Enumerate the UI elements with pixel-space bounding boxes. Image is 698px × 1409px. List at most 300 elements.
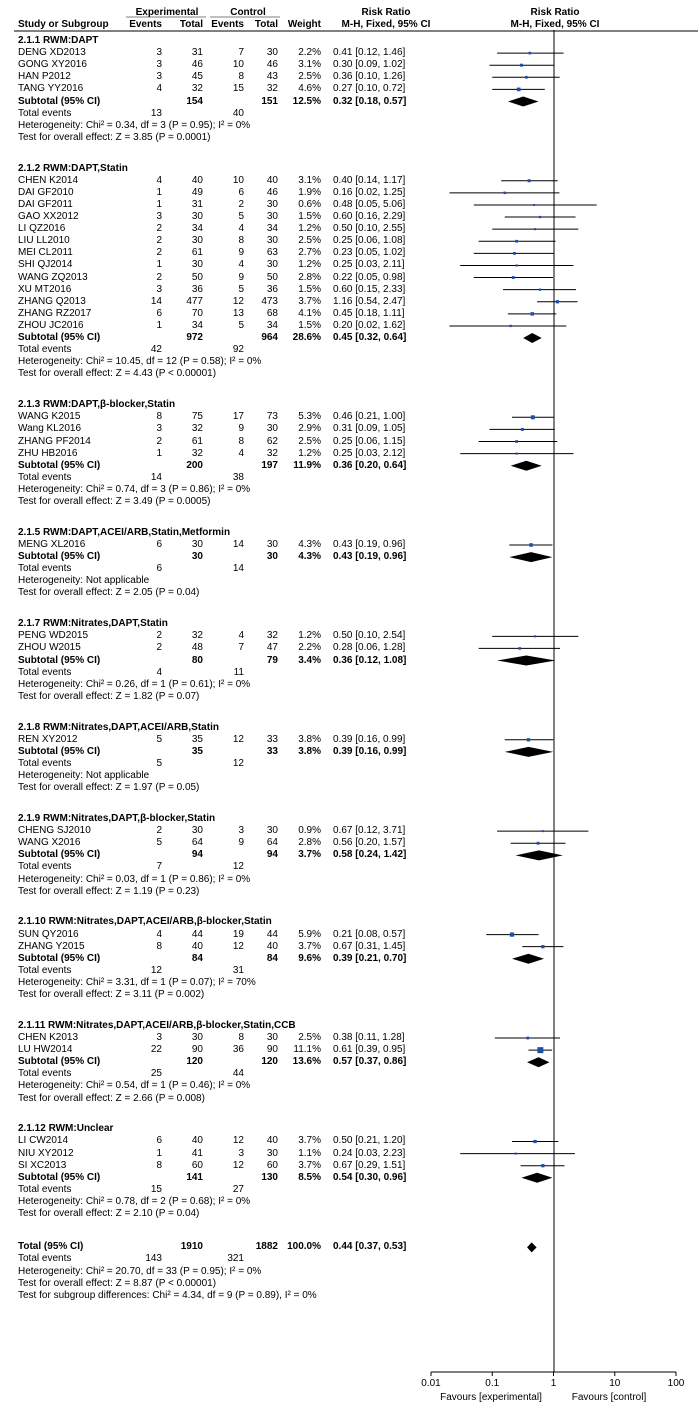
study-2-2-events-control: 8 — [238, 435, 244, 447]
study-9-1-events-experimental: 1 — [156, 1147, 162, 1159]
study-4-1-total-experimental: 48 — [191, 642, 203, 654]
study-1-4-total-experimental: 34 — [191, 223, 203, 235]
total-events-experimental-2: 14 — [150, 471, 162, 483]
point-estimate-1-2 — [533, 204, 535, 206]
study-name-1-11: ZHANG RZ2017 — [18, 307, 92, 319]
point-estimate-8-0 — [526, 1037, 529, 1040]
point-estimate-9-2 — [541, 1164, 544, 1167]
study-1-1-ci: 0.16 [0.02, 1.25] — [333, 186, 406, 198]
study-3-0-events-control: 14 — [232, 538, 244, 550]
study-2-2-total-control: 62 — [266, 435, 278, 447]
study-9-0-ci: 0.50 [0.21, 1.20] — [333, 1135, 406, 1147]
subtotal-1-total-experimental: 972 — [186, 332, 203, 344]
study-1-7-total-experimental: 30 — [191, 259, 203, 271]
point-estimate-2-2 — [515, 440, 518, 443]
study-1-7-weight: 1.2% — [298, 259, 321, 271]
study-name-8-0: CHEN K2013 — [18, 1032, 79, 1044]
study-6-0-total-experimental: 30 — [191, 825, 203, 837]
study-name-1-8: WANG ZQ2013 — [18, 271, 88, 283]
study-1-0-total-control: 40 — [266, 174, 278, 186]
study-9-0-events-experimental: 6 — [156, 1135, 162, 1147]
study-6-0-weight: 0.9% — [298, 825, 321, 837]
subtotal-5-ci: 0.39 [0.16, 0.99] — [333, 745, 407, 757]
study-3-0-events-experimental: 6 — [156, 538, 162, 550]
subtotal-9-weight: 8.5% — [298, 1171, 321, 1183]
subtotal-diamond-5 — [505, 747, 553, 757]
study-8-0-total-control: 30 — [266, 1032, 278, 1044]
study-1-7-events-control: 4 — [238, 259, 244, 271]
study-4-0-events-control: 4 — [238, 630, 244, 642]
total-events-control-0: 40 — [232, 107, 244, 119]
total-events-experimental-1: 42 — [150, 344, 162, 356]
study-9-2-total-control: 60 — [266, 1159, 278, 1171]
study-2-2-weight: 2.5% — [298, 435, 321, 447]
subtotal-3-total-experimental: 30 — [191, 551, 203, 563]
study-0-1-total-experimental: 46 — [191, 59, 203, 71]
study-9-2-weight: 3.7% — [298, 1159, 321, 1171]
total-ci: 0.44 [0.37, 0.53] — [333, 1241, 407, 1253]
point-estimate-2-1 — [521, 428, 524, 431]
study-1-8-events-experimental: 2 — [156, 271, 162, 283]
study-3-0-weight: 4.3% — [298, 538, 321, 550]
study-1-1-weight: 1.9% — [298, 186, 321, 198]
study-1-11-events-experimental: 6 — [156, 307, 162, 319]
study-1-3-events-control: 5 — [238, 211, 244, 223]
study-2-0-ci: 0.46 [0.21, 1.00] — [333, 411, 406, 423]
subtotal-diamond-6 — [516, 850, 563, 860]
total-events-label-3: Total events — [18, 563, 72, 575]
study-name-1-10: ZHANG Q2013 — [18, 295, 86, 307]
heterogeneity-9: Heterogeneity: Chi² = 0.78, df = 2 (P = 0.68); I² = 0% — [18, 1195, 251, 1207]
subgroup-title-7: 2.1.10 RWM:Nitrates,DAPT,ACEI/ARB,β-blocker,Statin — [18, 916, 272, 928]
subtotal-label-4: Subtotal (95% CI) — [18, 654, 101, 666]
study-4-0-total-control: 32 — [266, 630, 278, 642]
subtotal-label-2: Subtotal (95% CI) — [18, 459, 101, 471]
study-2-2-ci: 0.25 [0.06, 1.15] — [333, 435, 406, 447]
point-estimate-4-1 — [518, 647, 521, 650]
study-name-1-4: LI QZ2016 — [18, 223, 66, 235]
study-2-2-events-experimental: 2 — [156, 435, 162, 447]
subtotal-9-total-control: 130 — [261, 1171, 278, 1183]
study-6-1-ci: 0.56 [0.20, 1.57] — [333, 837, 406, 849]
study-9-2-ci: 0.67 [0.29, 1.51] — [333, 1159, 406, 1171]
subtotal-8-total-control: 120 — [261, 1056, 278, 1068]
study-9-2-events-control: 12 — [232, 1159, 244, 1171]
study-1-2-total-experimental: 31 — [191, 198, 203, 210]
subgroup-title-8: 2.1.11 RWM:Nitrates,DAPT,ACEI/ARB,β-blocker,Statin,CCB — [18, 1019, 296, 1031]
subgroup-title-1: 2.1.2 RWM:DAPT,Statin — [18, 162, 128, 174]
heterogeneity-0: Heterogeneity: Chi² = 0.34, df = 3 (P = 0.95); I² = 0% — [18, 119, 251, 131]
subtotal-0-ci: 0.32 [0.18, 0.57] — [333, 95, 407, 107]
study-name-1-7: SHI QJ2014 — [18, 259, 73, 271]
subtotal-6-ci: 0.58 [0.24, 1.42] — [333, 849, 407, 861]
subtotal-8-total-experimental: 120 — [186, 1056, 203, 1068]
study-1-5-events-control: 8 — [238, 235, 244, 247]
subtotal-label-5: Subtotal (95% CI) — [18, 745, 101, 757]
study-1-10-ci: 1.16 [0.54, 2.47] — [333, 295, 406, 307]
total-events-control-2: 38 — [232, 471, 244, 483]
subgroup-title-6: 2.1.9 RWM:Nitrates,DAPT,β-blocker,Statin — [18, 813, 216, 825]
study-1-12-events-experimental: 1 — [156, 319, 162, 331]
study-name-7-1: ZHANG Y2015 — [18, 940, 85, 952]
heterogeneity-6: Heterogeneity: Chi² = 0.03, df = 1 (P = 0.86); I² = 0% — [18, 873, 251, 885]
total-events-control-9: 27 — [232, 1183, 244, 1195]
study-4-1-weight: 2.2% — [298, 642, 321, 654]
point-estimate-9-1 — [514, 1153, 516, 1155]
total-events-control-3: 14 — [232, 563, 244, 575]
study-2-0-events-experimental: 8 — [156, 411, 162, 423]
study-2-2-total-experimental: 61 — [191, 435, 203, 447]
point-estimate-7-1 — [541, 945, 544, 948]
study-0-3-events-experimental: 4 — [156, 83, 162, 95]
subtotal-1-weight: 28.6% — [292, 332, 321, 344]
study-1-9-events-experimental: 3 — [156, 283, 162, 295]
subtotal-diamond-3 — [509, 552, 552, 562]
study-0-3-total-experimental: 32 — [191, 83, 203, 95]
study-1-6-total-control: 63 — [266, 247, 278, 259]
subtotal-diamond-8 — [527, 1057, 549, 1067]
total-events-experimental-0: 13 — [150, 107, 162, 119]
study-1-0-ci: 0.40 [0.14, 1.17] — [333, 174, 406, 186]
subtotal-6-total-experimental: 94 — [191, 849, 203, 861]
subtotal-diamond-4 — [497, 656, 555, 666]
subtotal-label-7: Subtotal (95% CI) — [18, 952, 101, 964]
total-events-experimental-9: 15 — [150, 1183, 162, 1195]
study-1-3-ci: 0.60 [0.16, 2.29] — [333, 211, 406, 223]
study-0-2-events-experimental: 3 — [156, 71, 162, 83]
point-estimate-6-0 — [542, 830, 544, 832]
subgroup-title-9: 2.1.12 RWM:Unclear — [18, 1123, 114, 1135]
study-6-1-total-control: 64 — [266, 837, 278, 849]
study-4-0-ci: 0.50 [0.10, 2.54] — [333, 630, 406, 642]
total-events-experimental-5: 5 — [156, 757, 162, 769]
study-name-9-0: LI CW2014 — [18, 1135, 69, 1147]
study-6-1-total-experimental: 64 — [191, 837, 203, 849]
study-name-2-2: ZHANG PF2014 — [18, 435, 91, 447]
total-events-label-6: Total events — [18, 861, 72, 873]
favours-control-label: Favours [control] — [571, 1392, 647, 1403]
point-estimate-2-3 — [516, 453, 518, 455]
point-estimate-1-5 — [515, 240, 518, 243]
study-1-10-weight: 3.7% — [298, 295, 321, 307]
header-method-1: M-H, Fixed, 95% CI — [341, 19, 431, 30]
subgroup-title-0: 2.1.1 RWM:DAPT — [18, 35, 99, 46]
study-name-1-6: MEI CL2011 — [18, 247, 73, 259]
study-0-3-total-control: 32 — [266, 83, 278, 95]
study-5-0-total-experimental: 35 — [191, 733, 203, 745]
study-1-5-weight: 2.5% — [298, 235, 321, 247]
study-6-0-ci: 0.67 [0.12, 3.71] — [333, 825, 406, 837]
heterogeneity-8: Heterogeneity: Chi² = 0.54, df = 1 (P = 0.46); I² = 0% — [18, 1080, 251, 1092]
study-name-8-1: LU HW2014 — [18, 1044, 73, 1056]
study-name-2-1: Wang KL2016 — [18, 423, 82, 435]
grand-total-events-experimental: 143 — [145, 1253, 162, 1265]
study-1-9-weight: 1.5% — [298, 283, 321, 295]
overall-effect-7: Test for overall effect: Z = 3.11 (P = 0.002) — [18, 989, 205, 1001]
study-2-1-total-experimental: 32 — [191, 423, 203, 435]
subtotal-5-total-control: 33 — [266, 745, 278, 757]
study-7-1-ci: 0.67 [0.31, 1.45] — [333, 940, 406, 952]
point-estimate-9-0 — [533, 1140, 536, 1143]
study-0-1-events-control: 10 — [232, 59, 244, 71]
subtotal-4-total-control: 79 — [266, 654, 278, 666]
study-name-1-3: GAO XX2012 — [18, 211, 79, 223]
total-events-experimental-6: 7 — [156, 861, 162, 873]
study-1-12-total-control: 34 — [266, 319, 278, 331]
study-1-4-weight: 1.2% — [298, 223, 321, 235]
subtotal-6-weight: 3.7% — [298, 849, 321, 861]
overall-effect-8: Test for overall effect: Z = 2.66 (P = 0.008) — [18, 1092, 205, 1104]
header-events-control: Events — [211, 19, 244, 30]
header-experimental: Experimental — [135, 7, 199, 18]
subtotal-7-total-control: 84 — [266, 952, 278, 964]
study-1-11-events-control: 13 — [232, 307, 244, 319]
study-9-0-events-control: 12 — [232, 1135, 244, 1147]
study-6-0-total-control: 30 — [266, 825, 278, 837]
study-1-7-ci: 0.25 [0.03, 2.11] — [333, 259, 405, 271]
total-events-label-1: Total events — [18, 344, 72, 356]
x-tick-label-1: 0.1 — [485, 1378, 500, 1389]
study-name-3-0: MENG XL2016 — [18, 538, 86, 550]
study-8-1-total-experimental: 90 — [191, 1044, 203, 1056]
study-0-2-ci: 0.36 [0.10, 1.26] — [333, 71, 406, 83]
study-name-2-3: ZHU HB2016 — [18, 447, 78, 459]
study-1-8-total-experimental: 50 — [191, 271, 203, 283]
study-1-1-total-experimental: 49 — [191, 186, 203, 198]
study-8-0-ci: 0.38 [0.11, 1.28] — [333, 1032, 405, 1044]
study-1-12-ci: 0.20 [0.02, 1.62] — [333, 319, 406, 331]
grand-total-events-control: 321 — [227, 1253, 244, 1265]
study-9-0-total-experimental: 40 — [191, 1135, 203, 1147]
study-1-10-events-control: 12 — [232, 295, 244, 307]
study-8-1-weight: 11.1% — [293, 1044, 321, 1056]
study-4-1-total-control: 47 — [266, 642, 278, 654]
subtotal-label-0: Subtotal (95% CI) — [18, 95, 101, 107]
study-1-6-events-control: 9 — [238, 247, 244, 259]
study-1-1-events-experimental: 1 — [156, 186, 162, 198]
study-1-8-total-control: 50 — [266, 271, 278, 283]
study-3-0-total-control: 30 — [266, 538, 278, 550]
subtotal-2-weight: 11.9% — [293, 459, 321, 471]
subtotal-7-total-experimental: 84 — [191, 952, 203, 964]
study-name-1-12: ZHOU JC2016 — [18, 319, 84, 331]
study-8-0-weight: 2.5% — [298, 1032, 321, 1044]
study-8-0-events-control: 8 — [238, 1032, 244, 1044]
point-estimate-3-0 — [529, 543, 533, 547]
total-events-control-4: 11 — [233, 666, 244, 678]
total-events-control-5: 12 — [232, 757, 244, 769]
subtotal-diamond-0 — [508, 97, 539, 107]
study-4-0-weight: 1.2% — [298, 630, 321, 642]
study-9-0-total-control: 40 — [266, 1135, 278, 1147]
subtotal-2-total-control: 197 — [261, 459, 278, 471]
study-8-1-events-control: 36 — [232, 1044, 244, 1056]
total-events-experimental-4: 4 — [156, 666, 162, 678]
study-name-4-0: PENG WD2015 — [18, 630, 89, 642]
study-1-6-total-experimental: 61 — [191, 247, 203, 259]
study-3-0-ci: 0.43 [0.19, 0.96] — [333, 538, 406, 550]
heterogeneity-4: Heterogeneity: Chi² = 0.26, df = 1 (P = 0.61); I² = 0% — [18, 678, 251, 690]
study-7-0-events-experimental: 4 — [156, 928, 162, 940]
study-2-0-weight: 5.3% — [298, 411, 321, 423]
study-1-6-events-experimental: 2 — [156, 247, 162, 259]
total-weight: 100.0% — [287, 1241, 321, 1253]
subtotal-label-6: Subtotal (95% CI) — [18, 849, 101, 861]
study-1-4-events-control: 4 — [238, 223, 244, 235]
study-2-3-ci: 0.25 [0.03, 2.12] — [333, 447, 406, 459]
study-1-5-total-experimental: 30 — [191, 235, 203, 247]
study-1-0-weight: 3.1% — [298, 174, 321, 186]
study-2-0-events-control: 17 — [232, 411, 244, 423]
study-0-1-weight: 3.1% — [298, 59, 321, 71]
point-estimate-1-9 — [539, 289, 541, 291]
study-0-2-events-control: 8 — [238, 71, 244, 83]
total-events-experimental-8: 25 — [150, 1068, 162, 1080]
study-1-12-events-control: 5 — [238, 319, 244, 331]
point-estimate-2-0 — [531, 415, 535, 419]
subtotal-4-total-experimental: 80 — [191, 654, 203, 666]
study-1-10-total-control: 473 — [261, 295, 278, 307]
study-7-0-ci: 0.21 [0.08, 0.57] — [333, 928, 406, 940]
subtotal-5-total-experimental: 35 — [191, 745, 203, 757]
study-name-0-3: TANG YY2016 — [18, 83, 84, 95]
overall-effect-5: Test for overall effect: Z = 1.97 (P = 0.05) — [18, 782, 200, 794]
study-1-0-total-experimental: 40 — [191, 174, 203, 186]
study-0-2-weight: 2.5% — [298, 71, 321, 83]
heterogeneity-2: Heterogeneity: Chi² = 0.74, df = 3 (P = 0.86); I² = 0% — [18, 483, 251, 495]
x-tick-label-2: 1 — [550, 1378, 557, 1389]
study-5-0-total-control: 33 — [266, 733, 278, 745]
point-estimate-1-0 — [528, 179, 531, 182]
point-estimate-1-6 — [513, 252, 516, 255]
x-tick-label-4: 100 — [667, 1378, 685, 1389]
subtotal-2-total-experimental: 200 — [186, 459, 203, 471]
study-1-5-total-control: 30 — [266, 235, 278, 247]
subtotal-8-ci: 0.57 [0.37, 0.86] — [333, 1056, 407, 1068]
study-1-7-total-control: 30 — [266, 259, 278, 271]
point-estimate-1-12 — [510, 325, 512, 327]
total-events-label-4: Total events — [18, 666, 72, 678]
total-events-label-9: Total events — [18, 1183, 72, 1195]
point-estimate-8-1 — [537, 1047, 543, 1053]
overall-effect-2: Test for overall effect: Z = 3.49 (P = 0.0005) — [18, 496, 211, 507]
point-estimate-1-7 — [516, 264, 518, 266]
study-0-0-total-control: 30 — [266, 47, 278, 59]
study-name-6-1: WANG X2016 — [18, 837, 81, 849]
study-1-4-events-experimental: 2 — [156, 223, 162, 235]
study-7-0-weight: 5.9% — [298, 928, 321, 940]
study-9-2-events-experimental: 8 — [156, 1159, 162, 1171]
study-1-4-total-control: 34 — [266, 223, 278, 235]
subgroup-differences: Test for subgroup differences: Chi² = 4.34, df = 9 (P = 0.89), I² = 0% — [18, 1289, 317, 1301]
study-7-1-events-control: 12 — [232, 940, 244, 952]
study-name-9-1: NIU XY2012 — [18, 1147, 74, 1159]
total-events-label-2: Total events — [18, 471, 72, 483]
total-events-label-5: Total events — [18, 757, 72, 769]
study-9-1-total-control: 30 — [266, 1147, 278, 1159]
study-name-5-0: REN XY2012 — [18, 733, 78, 745]
study-1-5-ci: 0.25 [0.06, 1.08] — [333, 235, 406, 247]
study-1-8-weight: 2.8% — [298, 271, 321, 283]
study-8-1-total-control: 90 — [266, 1044, 278, 1056]
point-estimate-4-0 — [534, 635, 536, 637]
study-7-1-weight: 3.7% — [298, 940, 321, 952]
study-1-7-events-experimental: 1 — [156, 259, 162, 271]
study-7-1-total-experimental: 40 — [191, 940, 203, 952]
header-study-or-subgroup: Study or Subgroup — [18, 19, 109, 30]
study-0-0-events-experimental: 3 — [156, 47, 162, 59]
study-9-1-ci: 0.24 [0.03, 2.23] — [333, 1147, 406, 1159]
subgroup-title-5: 2.1.8 RWM:Nitrates,DAPT,ACEI/ARB,Statin — [18, 721, 219, 733]
point-estimate-1-3 — [539, 216, 541, 218]
study-name-1-5: LIU LL2010 — [18, 235, 70, 247]
study-5-0-events-control: 12 — [232, 733, 244, 745]
total-events-control-7: 31 — [232, 964, 244, 976]
study-0-1-total-control: 46 — [266, 59, 278, 71]
study-1-12-total-experimental: 34 — [191, 319, 203, 331]
subgroup-title-3: 2.1.5 RWM:DAPT,ACEI/ARB,Statin,Metformin — [18, 526, 231, 538]
study-4-1-events-experimental: 2 — [156, 642, 162, 654]
subtotal-1-total-control: 964 — [261, 332, 278, 344]
study-4-1-events-control: 7 — [238, 642, 244, 654]
study-0-1-events-experimental: 3 — [156, 59, 162, 71]
study-1-6-ci: 0.23 [0.05, 1.02] — [333, 247, 406, 259]
study-1-3-weight: 1.5% — [298, 211, 321, 223]
study-2-3-weight: 1.2% — [298, 447, 321, 459]
study-7-1-events-experimental: 8 — [156, 940, 162, 952]
study-name-0-0: DENG XD2013 — [18, 47, 86, 59]
study-1-4-ci: 0.50 [0.10, 2.55] — [333, 223, 406, 235]
point-estimate-7-0 — [510, 932, 514, 936]
study-name-1-0: CHEN K2014 — [18, 174, 79, 186]
header-events-experimental: Events — [129, 19, 162, 30]
study-1-10-total-experimental: 477 — [186, 295, 203, 307]
overall-effect-9: Test for overall effect: Z = 2.10 (P = 0.04) — [18, 1208, 200, 1220]
point-estimate-1-10 — [556, 300, 559, 303]
study-9-1-events-control: 3 — [238, 1147, 244, 1159]
total-total-control: 1882 — [255, 1241, 278, 1253]
study-5-0-ci: 0.39 [0.16, 0.99] — [333, 733, 406, 745]
subtotal-7-weight: 9.6% — [298, 952, 321, 964]
study-name-1-2: DAI GF2011 — [18, 198, 73, 210]
study-1-11-ci: 0.45 [0.18, 1.11] — [333, 307, 405, 319]
subtotal-1-ci: 0.45 [0.32, 0.64] — [333, 332, 407, 344]
grand-overall-effect: Test for overall effect: Z = 8.87 (P < 0.00001) — [18, 1277, 217, 1289]
point-estimate-6-1 — [537, 842, 540, 845]
study-1-0-events-control: 10 — [232, 174, 244, 186]
overall-effect-4: Test for overall effect: Z = 1.82 (P = 0.07) — [18, 690, 200, 702]
point-estimate-1-11 — [531, 312, 534, 315]
study-0-0-total-experimental: 31 — [191, 47, 203, 59]
subtotal-label-1: Subtotal (95% CI) — [18, 332, 101, 344]
overall-effect-6: Test for overall effect: Z = 1.19 (P = 0.23) — [18, 885, 200, 897]
study-0-3-events-control: 15 — [232, 83, 244, 95]
subtotal-7-ci: 0.39 [0.21, 0.70] — [333, 952, 407, 964]
study-0-2-total-control: 43 — [266, 71, 278, 83]
total-events-label-8: Total events — [18, 1068, 72, 1080]
subtotal-0-total-experimental: 154 — [186, 95, 203, 107]
total-events-experimental-7: 12 — [150, 964, 162, 976]
study-1-2-weight: 0.6% — [298, 198, 321, 210]
study-7-1-total-control: 40 — [266, 940, 278, 952]
subtotal-6-total-control: 94 — [266, 849, 278, 861]
study-1-9-ci: 0.60 [0.15, 2.33] — [333, 283, 406, 295]
grand-total-events-label: Total events — [18, 1253, 72, 1265]
study-2-3-total-control: 32 — [266, 447, 278, 459]
heterogeneity-7: Heterogeneity: Chi² = 3.31, df = 1 (P = 0.07); I² = 70% — [18, 976, 256, 988]
study-4-0-events-experimental: 2 — [156, 630, 162, 642]
study-name-9-2: SI XC2013 — [18, 1159, 67, 1171]
